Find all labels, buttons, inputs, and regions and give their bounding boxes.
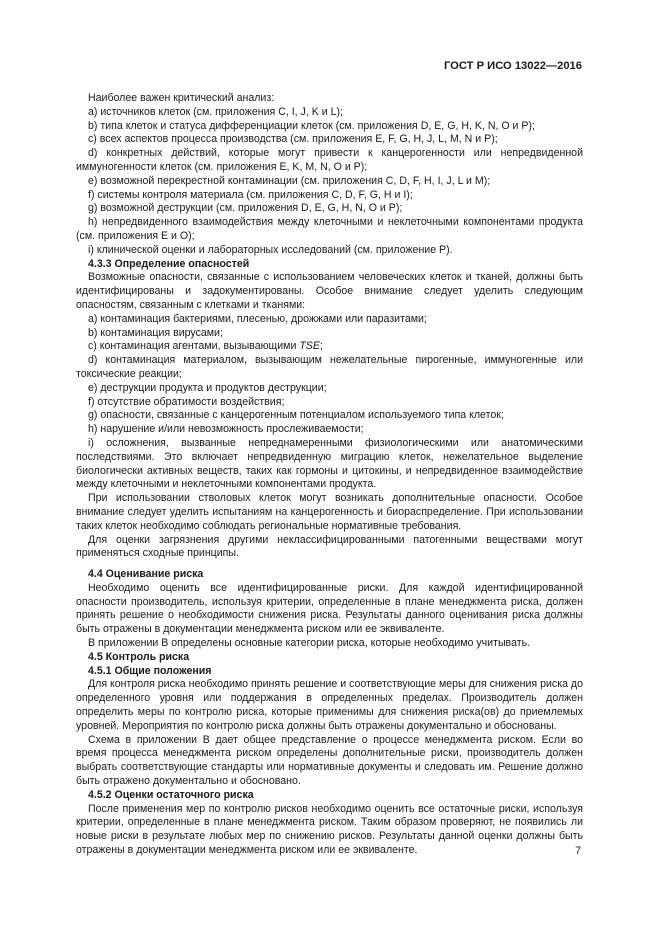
hazard-item-a: a) контаминация бактериями, плесенью, дрожжами или паразитами; xyxy=(88,312,427,325)
section-heading-4-5: 4.5 Контроль риска xyxy=(88,650,190,663)
standard-header: ГОСТ Р ИСО 13022—2016 xyxy=(443,60,582,72)
list-item-f: f) системы контроля материала (см. приложения C, D, F, G, H и I); xyxy=(88,188,413,201)
section-heading-4-5-2: 4.5.2 Оценки остаточного риска xyxy=(88,788,254,801)
section-heading-4-5-1: 4.5.1 Общие положения xyxy=(88,664,212,677)
list-item-e: e) возможной перекрестной контаминации (см. приложения C, D, F, H, I, J, L и M); xyxy=(88,174,491,187)
hazard-item-b: b) контаминация вирусами; xyxy=(88,326,223,339)
hazard-item-c: c) контаминация агентами, вызывающими TSE; xyxy=(88,340,323,353)
list-item-g: g) возможной деструкции (см. приложения D, E, G, H, N, O и P); xyxy=(88,202,403,215)
paragraph: В приложении B определены основные категории риска, которые необходимо учитывать. xyxy=(88,637,531,650)
hazard-item-f: f) отсутствие обратимости воздействия; xyxy=(88,395,285,408)
paragraph: После применения мер по контролю рисков необходимо оценить все остаточные риски, используя критерии, определенные в плане менеджмента риском. Таким образом проверяют, не появились ли новые риски в результате любых мер по снижению рисков. Результаты данной оценки должны быть отражены в документации менеджмента риском или ее эквиваленте. xyxy=(76,802,583,857)
hazard-item-e: e) деструкции продукта и продуктов деструкции; xyxy=(88,381,327,394)
paragraph: Для оценки загрязнения другими неклассифицированными патогенными веществами могут применяться сходные принципы. xyxy=(76,533,583,560)
paragraph: При использовании стволовых клеток могут возникать дополнительные опасности. Особое внимание следует уделить испытаниям на канцерогенность и биораспределение. При использовании таких клеток необходимо соблюдать региональные нормативные требования. xyxy=(76,492,583,532)
list-item-i: i) клинической оценки и лабораторных исследований (см. приложение P). xyxy=(88,243,453,256)
hazard-item-g: g) опасности, связанные с канцерогенным потенциалом используемого типа клеток; xyxy=(88,409,504,422)
section-heading-4-4: 4.4 Оценивание риска xyxy=(88,568,204,581)
hazard-item-h: h) нарушение и/или невозможность прослеживаемости; xyxy=(88,423,364,436)
paragraph: Схема в приложении B дает общее представление о процессе менеджмента риском. Если во время процесса менеджмента риском определены дополнительные риски, производитель должен выбрать соответствующие стандарты или нормативные документы и следовать им. Решение должно быть отражено документально и обосновано. xyxy=(76,733,583,788)
section-heading-4-3-3: 4.3.3 Определение опасностей xyxy=(88,257,250,270)
paragraph: Для контроля риска необходимо принять решение и соответствующие меры для снижения риска до определенного уровня или поддержания в определенных пределах. Производитель должен определить меры по контролю риска, которые применимы для снижения риска(ов) до приемлемых уровней. Мероприятия по контролю риска должны быть отражены документально и обоснованы. xyxy=(76,678,583,732)
intro-line: Наиболее важен критический анализ: xyxy=(88,92,275,104)
hazard-item-d: d) контаминация материалом, вызывающим нежелательные пирогенные, иммуногенные или токсические реакции; xyxy=(76,354,583,380)
paragraph: Необходимо оценить все идентифицированные риски. Для каждой идентифицированной опасности производитель, используя критерии, определенные в плане менеджмента риска, должен принять решение о необходимости снижения риска. Результаты данного оценивания риска должны быть отражены в документации менеджмента риском или ее эквиваленте. xyxy=(76,581,583,636)
paragraph: Возможные опасности, связанные с использованием человеческих клеток и тканей, должны быть идентифицированы и задокументированы. Особое внимание следует уделить следующим опасностям, связанным с клетками и тканями: xyxy=(76,271,583,311)
list-item-h: h) непредвиденного взаимодействия между клеточными и неклеточными компонентами продукта (см. приложения E и O); xyxy=(76,216,583,242)
list-item-b: b) типа клеток и статуса дифференциации клеток (см. приложения D, E, G, H, K, N, O и P); xyxy=(88,119,535,132)
page-number: 7 xyxy=(575,845,581,857)
list-item-d: d) конкретных действий, которые могут привести к канцерогенности или непредвиденной иммуногенности клеток (см. приложения E, K, M, N, O и P); xyxy=(76,147,583,173)
list-item-a: a) источников клеток (см. приложения C, I, J, K и L); xyxy=(88,105,343,118)
list-item-c: c) всех аспектов процесса производства (см. приложения E, F, G, H, J, L, M, N и P); xyxy=(88,133,498,146)
hazard-item-i: i) осложнения, вызванные непреднамеренными физиологическими или анатомическими последствиями. Это включает непредвиденную миграцию клеток, нежелательное выделение биологически активных веществ, таких как гормоны и цитокины, и непредвиденное взаимодействие между клеточными и неклеточными компонентами продукта. xyxy=(76,436,583,491)
document-body xyxy=(76,92,583,858)
